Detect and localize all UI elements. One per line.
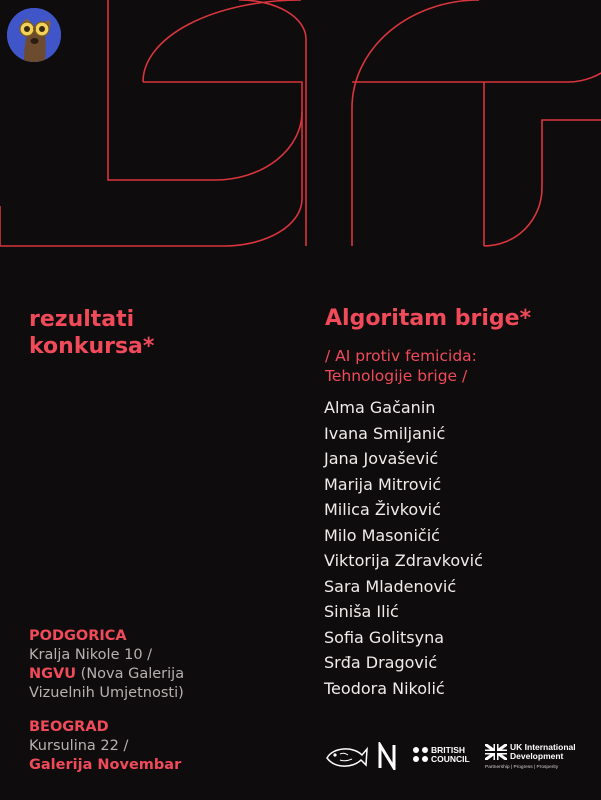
participant-name: Marija Mitrović bbox=[324, 474, 442, 494]
decorative-line-art bbox=[0, 0, 601, 260]
venue-podgorica bbox=[29, 627, 184, 703]
results-heading-line2: konkursa* bbox=[29, 334, 155, 359]
venue-gallery-name-continued: Vizuelnih Umjetnosti) bbox=[29, 685, 184, 701]
participant-name: Milo Masoničić bbox=[324, 525, 440, 545]
venue-beograd bbox=[29, 718, 181, 775]
uk-logo-text bbox=[510, 743, 576, 761]
results-heading-line1: rezultati bbox=[29, 307, 135, 332]
participant-name: Teodora Nikolić bbox=[324, 678, 445, 698]
venue-city: PODGORICA bbox=[29, 628, 127, 644]
uk-logo-tagline: Partnership | Progress | Prosperity bbox=[485, 765, 559, 770]
british-council-dots-icon bbox=[413, 747, 428, 762]
venue-address: Kursulina 22 / bbox=[29, 738, 129, 754]
participant-list bbox=[324, 395, 483, 701]
venue-gallery-short: NGVU bbox=[29, 666, 77, 682]
dog-sunglasses-icon bbox=[7, 8, 61, 62]
participant-name: Sara Mladenović bbox=[324, 576, 457, 596]
venue-city: BEOGRAD bbox=[29, 719, 109, 735]
union-flag-icon bbox=[485, 744, 507, 760]
avatar[interactable] bbox=[7, 8, 61, 62]
project-subtitle-line2: Tehnologije brige / bbox=[325, 367, 468, 385]
participant-name: Jana Jovašević bbox=[324, 449, 439, 468]
venue-gallery-name: (Nova Galerija bbox=[80, 666, 185, 682]
venue-address: Kralja Nikole 10 / bbox=[29, 647, 153, 663]
uk-logo-line2: Development bbox=[510, 751, 564, 761]
participant-name: Siniša Ilić bbox=[324, 602, 399, 621]
venue-gallery-line bbox=[29, 665, 184, 684]
venue-gallery: Galerija Novembar bbox=[29, 757, 182, 773]
british-council-text bbox=[431, 746, 470, 764]
project-title: Algoritam brige* bbox=[325, 306, 532, 331]
british-council-line1: BRITISH bbox=[431, 745, 465, 755]
n-logo-icon bbox=[377, 742, 397, 770]
uk-logo-line1: UK International bbox=[510, 742, 576, 752]
participant-name: Srđa Dragović bbox=[324, 653, 438, 672]
participant-name: Alma Gačanin bbox=[324, 398, 436, 417]
project-subtitle bbox=[325, 346, 477, 386]
uk-international-development-logo bbox=[485, 743, 595, 775]
partner-logos bbox=[325, 741, 595, 781]
project-subtitle-line1: / AI protiv femicida: bbox=[325, 347, 477, 365]
participant-name: Sofia Golitsyna bbox=[324, 627, 445, 647]
fish-logo-icon bbox=[325, 743, 368, 771]
participant-name: Ivana Smiljanić bbox=[324, 423, 446, 443]
participant-name: Milica Živković bbox=[324, 500, 441, 519]
british-council-line2: COUNCIL bbox=[431, 754, 470, 764]
participant-name: Viktorija Zdravković bbox=[324, 551, 483, 570]
results-heading bbox=[29, 306, 154, 360]
british-council-logo bbox=[413, 745, 477, 769]
